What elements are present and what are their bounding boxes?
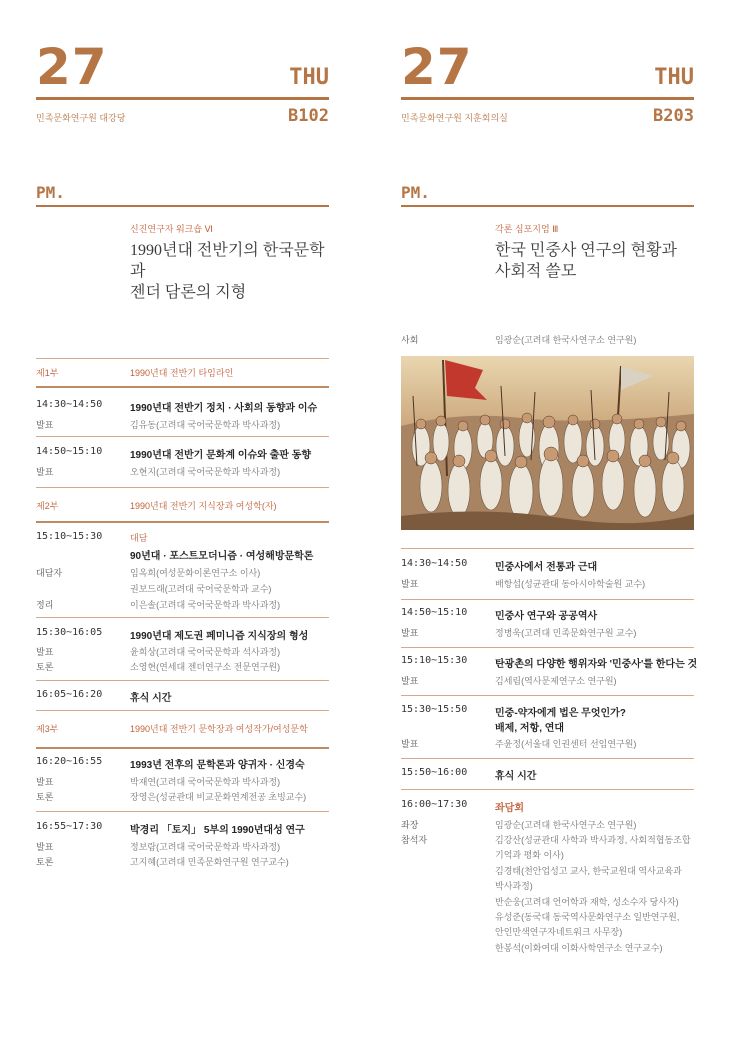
person: 임광순(고려대 한국사연구소 연구원) bbox=[495, 335, 637, 345]
divider bbox=[36, 487, 329, 488]
divider bbox=[36, 617, 329, 618]
role: 토론 bbox=[36, 662, 54, 672]
weekday: THU bbox=[289, 65, 329, 90]
part-label: 제3부 bbox=[36, 724, 59, 734]
session-kicker: 신진연구자 워크숍 Ⅵ bbox=[130, 224, 213, 234]
role: 사회 bbox=[401, 335, 419, 345]
role: 발표 bbox=[36, 467, 54, 477]
divider bbox=[401, 599, 694, 600]
role: 참석자 bbox=[401, 835, 428, 845]
person: 김유동(고려대 국어국문학과 박사과정) bbox=[130, 420, 281, 430]
role: 토론 bbox=[36, 792, 54, 802]
person: 박사과정) bbox=[495, 881, 533, 891]
person: 주윤정(서울대 인권센터 선임연구원) bbox=[495, 739, 637, 749]
time: 15:10~15:30 bbox=[401, 655, 468, 666]
divider bbox=[36, 521, 329, 523]
session-kicker: 각론 심포지엄 Ⅲ bbox=[495, 224, 559, 234]
divider bbox=[401, 789, 694, 790]
talk-title: 90년대 · 포스트모더니즘 · 여성해방문학론 bbox=[130, 551, 314, 562]
part-label: 제2부 bbox=[36, 501, 59, 511]
time: 16:20~16:55 bbox=[36, 756, 103, 767]
divider bbox=[401, 758, 694, 759]
role: 발표 bbox=[401, 739, 419, 749]
header-rule bbox=[401, 97, 694, 100]
role: 대담자 bbox=[36, 568, 63, 578]
person: 장영은(성균관대 비교문화연계전공 초빙교수) bbox=[130, 792, 307, 802]
person: 소영현(연세대 젠더연구소 전문연구원) bbox=[130, 662, 281, 672]
day-number: 27 bbox=[36, 38, 108, 96]
session-title-line: 사회적 쓸모 bbox=[495, 263, 577, 280]
talk-title: 1990년대 전반기 정치 · 사회의 동향과 이슈 bbox=[130, 403, 318, 414]
part-title: 1990년대 전반기 지식장과 여성학(자) bbox=[130, 501, 277, 511]
divider bbox=[36, 386, 329, 388]
time: 14:50~15:10 bbox=[401, 607, 468, 618]
person: 윤희상(고려대 국어국문학과 석사과정) bbox=[130, 647, 281, 657]
role: 발표 bbox=[401, 579, 419, 589]
divider bbox=[36, 436, 329, 437]
role: 발표 bbox=[36, 420, 54, 430]
role: 좌장 bbox=[401, 820, 419, 830]
role: 발표 bbox=[401, 676, 419, 686]
time: 16:55~17:30 bbox=[36, 821, 103, 832]
role: 발표 bbox=[401, 628, 419, 638]
role: 발표 bbox=[36, 842, 54, 852]
header-rule bbox=[36, 97, 329, 100]
talk-title: 1993년 전후의 문학론과 양귀자 · 신경숙 bbox=[130, 760, 305, 771]
person: 오현지(고려대 국어국문학과 박사과정) bbox=[130, 467, 281, 477]
divider bbox=[36, 811, 329, 812]
person: 박재연(고려대 국어국문학과 박사과정) bbox=[130, 777, 281, 787]
person: 안인만색연구자네트워크 사무장) bbox=[495, 927, 623, 937]
session-title-line: 한국 민중사 연구의 현황과 bbox=[495, 242, 678, 259]
talk-title: 탄광촌의 다양한 행위자와 '민중사'를 한다는 것 bbox=[495, 659, 698, 670]
time: 16:05~16:20 bbox=[36, 689, 103, 700]
pm-label: PM. bbox=[401, 183, 430, 202]
person: 김강산(성균관대 사학과 박사과정, 사회적협동조합 bbox=[495, 835, 691, 845]
talk-title: 1990년대 제도권 페미니즘 지식장의 형성 bbox=[130, 631, 309, 642]
divider bbox=[36, 747, 329, 749]
person: 김세림(역사문제연구소 연구원) bbox=[495, 676, 617, 686]
painting-illustration bbox=[401, 356, 694, 530]
part-label: 제1부 bbox=[36, 368, 59, 378]
day-number: 27 bbox=[401, 38, 473, 96]
talk-kind: 대담 bbox=[130, 533, 148, 543]
talk-title: 민중-약자에게 법은 무엇인가? bbox=[495, 708, 626, 719]
person: 이은솔(고려대 국어국문학과 박사과정) bbox=[130, 600, 281, 610]
venue: 민족문화연구원 지훈회의실 bbox=[401, 113, 508, 123]
venue: 민족문화연구원 대강당 bbox=[36, 113, 126, 123]
session-title bbox=[495, 240, 695, 282]
divider bbox=[36, 680, 329, 681]
divider bbox=[401, 695, 694, 696]
divider bbox=[401, 548, 694, 549]
session-title bbox=[130, 240, 330, 303]
talk-title: 민중사 연구와 공공역사 bbox=[495, 611, 598, 622]
talk-title: 좌담회 bbox=[495, 803, 524, 814]
part-title: 1990년대 전반기 타임라인 bbox=[130, 368, 234, 378]
person: 권보드래(고려대 국어국문학과 교수) bbox=[130, 584, 272, 594]
role: 발표 bbox=[36, 647, 54, 657]
person: 한봉석(이화여대 이화사학연구소 연구교수) bbox=[495, 943, 663, 953]
person: 유성준(동국대 동국역사문화연구소 일반연구원, bbox=[495, 912, 680, 922]
person: 배항섭(성균관대 동아시아학술원 교수) bbox=[495, 579, 646, 589]
divider bbox=[401, 647, 694, 648]
historical-painting bbox=[401, 356, 694, 530]
break-title: 휴식 시간 bbox=[130, 693, 172, 704]
part-title: 1990년대 전반기 문학장과 여성작가/여성문학 bbox=[130, 724, 308, 734]
talk-title: 민중사에서 전통과 근대 bbox=[495, 562, 598, 573]
role: 토론 bbox=[36, 857, 54, 867]
session-title-line: 1990년대 전반기의 한국문학과 bbox=[130, 242, 325, 280]
room-number: B102 bbox=[288, 106, 329, 126]
session-title-line: 젠더 담론의 지형 bbox=[130, 284, 247, 301]
talk-title: 박경리 「토지」 5부의 1990년대성 연구 bbox=[130, 825, 305, 836]
person: 임옥희(여성문화이론연구소 이사) bbox=[130, 568, 261, 578]
time: 14:30~14:50 bbox=[36, 399, 103, 410]
weekday: THU bbox=[654, 65, 694, 90]
pm-rule bbox=[36, 205, 329, 207]
person: 김경태(천안업성고 교사, 한국교원대 역사교육과 bbox=[495, 866, 682, 876]
pm-label: PM. bbox=[36, 183, 65, 202]
time: 15:30~15:50 bbox=[401, 704, 468, 715]
person: 정병욱(고려대 민족문화연구원 교수) bbox=[495, 628, 637, 638]
time: 15:10~15:30 bbox=[36, 531, 103, 542]
role: 발표 bbox=[36, 777, 54, 787]
person: 반순웅(고려대 언어학과 재학, 성소수자 당사자) bbox=[495, 897, 679, 907]
time: 16:00~17:30 bbox=[401, 799, 468, 810]
person: 기억과 평화 이사) bbox=[495, 850, 564, 860]
pm-rule bbox=[401, 205, 694, 207]
role: 정리 bbox=[36, 600, 54, 610]
person: 고지혜(고려대 민족문화연구원 연구교수) bbox=[130, 857, 289, 867]
talk-title: 1990년대 전반기 문화계 이슈와 출판 동향 bbox=[130, 450, 312, 461]
person: 임광순(고려대 한국사연구소 연구원) bbox=[495, 820, 637, 830]
time: 15:30~16:05 bbox=[36, 627, 103, 638]
divider bbox=[36, 358, 329, 359]
time: 15:50~16:00 bbox=[401, 767, 468, 778]
divider bbox=[36, 710, 329, 711]
talk-title: 배제, 저항, 연대 bbox=[495, 723, 565, 734]
break-title: 휴식 시간 bbox=[495, 771, 537, 782]
person: 정보람(고려대 국어국문학과 박사과정) bbox=[130, 842, 281, 852]
time: 14:50~15:10 bbox=[36, 446, 103, 457]
room-number: B203 bbox=[653, 106, 694, 126]
time: 14:30~14:50 bbox=[401, 558, 468, 569]
